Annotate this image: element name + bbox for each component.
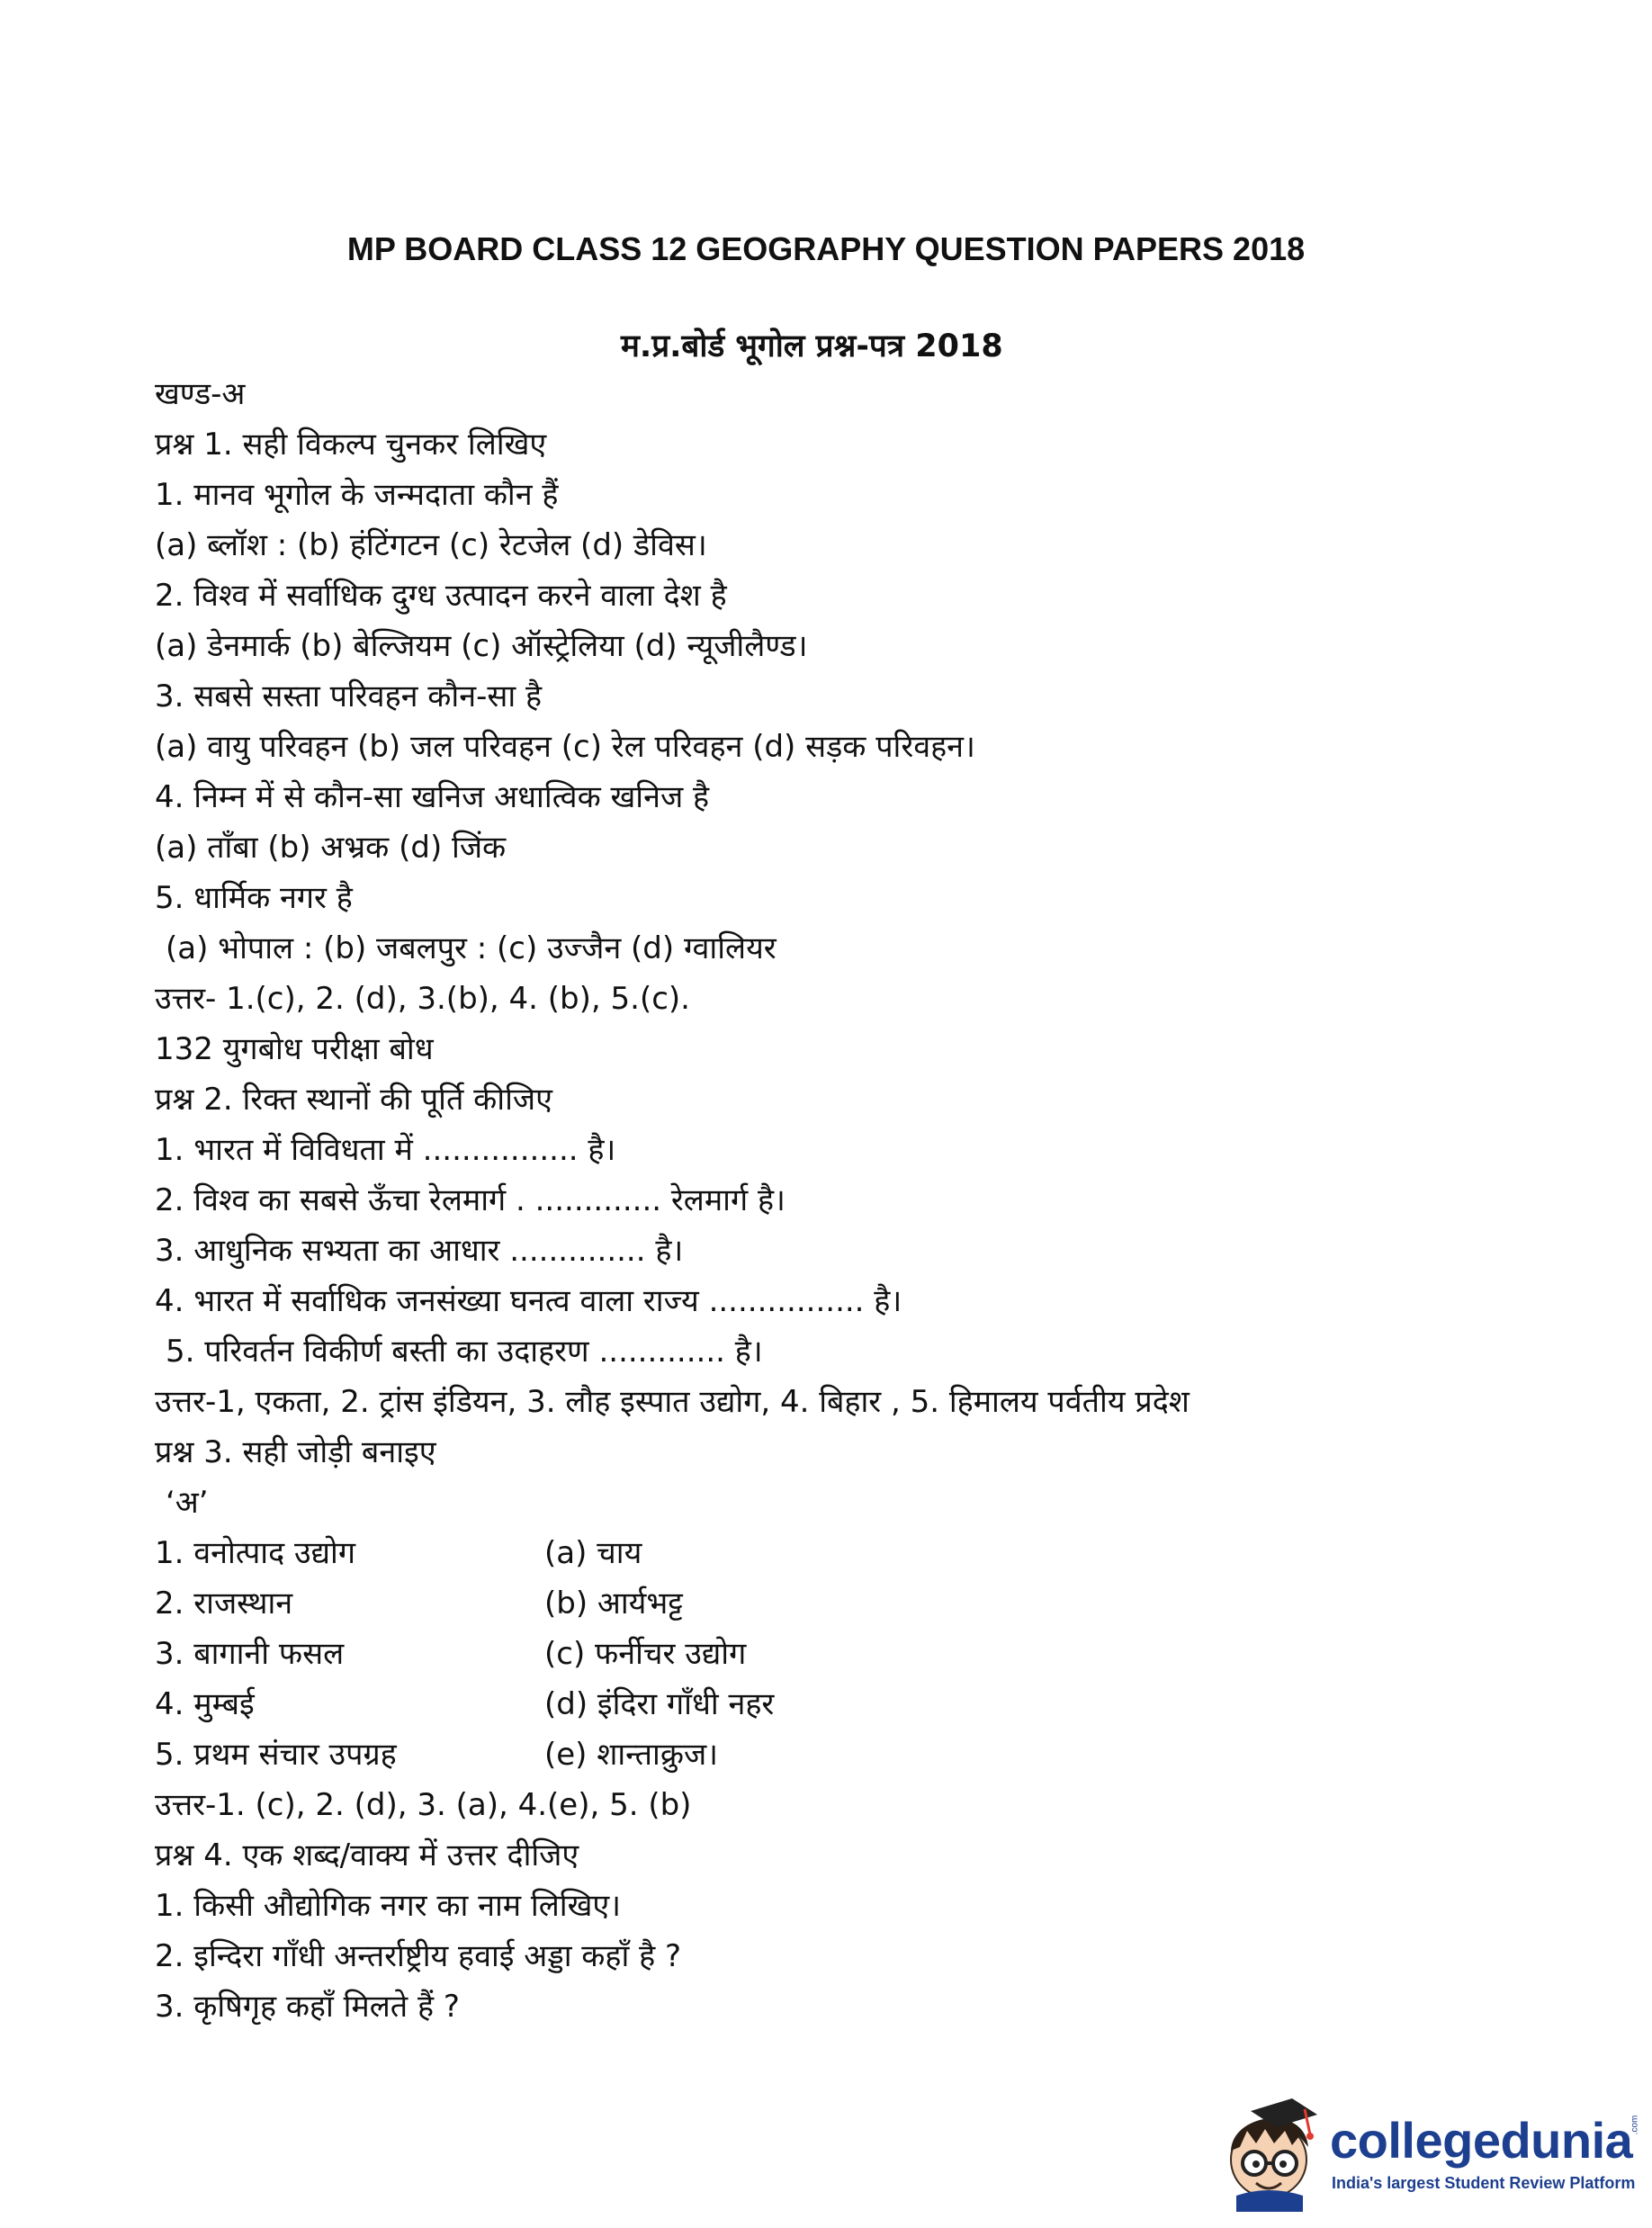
- question-2-item: 1. भारत में विविधता में ................ है।: [155, 1132, 616, 1168]
- section-label: खण्ड-अ: [155, 376, 246, 412]
- question-2-heading: प्रश्न 2. रिक्त स्थानों की पूर्ति कीजिए: [155, 1082, 552, 1118]
- question-1-item: 2. विश्व में सर्वाधिक दुग्ध उत्पादन करने वाला देश है: [155, 578, 727, 614]
- question-1-options: (a) ताँबा (b) अभ्रक (d) जिंक: [155, 830, 507, 866]
- question-1-item: 1. मानव भूगोल के जन्मदाता कौन हैं: [155, 477, 559, 513]
- match-right-item: (d) इंदिरा गाँधी नहर: [544, 1686, 775, 1722]
- logo-wordmark: collegedunia: [1330, 2112, 1633, 2169]
- question-1-options: (a) ब्लॉश : (b) हंटिंगटन (c) रेटजेल (d) डेविस।: [155, 527, 707, 563]
- logo-domain: .com: [1630, 2115, 1640, 2135]
- page-note: 132 युगबोध परीक्षा बोध: [155, 1031, 434, 1067]
- mascot-icon: [1217, 2095, 1324, 2212]
- question-4-item: 1. किसी औद्योगिक नगर का नाम लिखिए।: [155, 1888, 622, 1924]
- match-left-item: 1. वनोत्पाद उद्योग: [155, 1535, 355, 1571]
- match-left-item: 2. राजस्थान: [155, 1586, 293, 1622]
- match-pair-row: [155, 1679, 1504, 1729]
- question-2-item: 5. परिवर्तन विकीर्ण बस्ती का उदाहरण ............. है।: [166, 1334, 763, 1370]
- question-1-item: 4. निम्न में से कौन-सा खनिज अधात्विक खनिज है: [155, 779, 710, 815]
- question-2-item: 4. भारत में सर्वाधिक जनसंख्या घनत्व वाला राज्य ................ है।: [155, 1283, 902, 1319]
- match-pair-row: [155, 1629, 1504, 1679]
- collegedunia-logo[interactable]: [1217, 2095, 1639, 2212]
- question-2-item: 3. आधुनिक सभ्यता का आधार .............. है।: [155, 1233, 684, 1269]
- match-left-item: 4. मुम्बई: [155, 1686, 255, 1722]
- question-3-heading: प्रश्न 3. सही जोड़ी बनाइए: [155, 1434, 436, 1470]
- question-2-answer: उत्तर-1, एकता, 2. ट्रांस इंडियन, 3. लौह इस्पात उद्योग, 4. बिहार , 5. हिमालय पर्वतीय प्रदेश: [155, 1384, 1190, 1420]
- question-1-answer: उत्तर- 1.(c), 2. (d), 3.(b), 4. (b), 5.(c).: [155, 981, 690, 1017]
- match-right-item: (e) शान्ताक्रुज।: [544, 1737, 719, 1773]
- match-left-item: 5. प्रथम संचार उपग्रह: [155, 1737, 397, 1773]
- question-4-heading: प्रश्न 4. एक शब्द/वाक्य में उत्तर दीजिए: [155, 1837, 579, 1873]
- question-4-item: 3. कृषिगृह कहाँ मिलते हैं ?: [155, 1989, 460, 2025]
- match-pair-row: [155, 1578, 1504, 1629]
- match-pair-row: [155, 1528, 1504, 1578]
- match-right-item: (b) आर्यभट्ट: [544, 1586, 683, 1622]
- match-pair-row: [155, 1729, 1504, 1780]
- page-title-english: MP BOARD CLASS 12 GEOGRAPHY QUESTION PAPERS 2018: [346, 230, 1306, 267]
- question-1-options: (a) वायु परिवहन (b) जल परिवहन (c) रेल परिवहन (d) सड़क परिवहन।: [155, 729, 975, 765]
- match-left-item: 3. बागानी फसल: [155, 1636, 345, 1672]
- logo-tagline: India's largest Student Review Platform: [1332, 2174, 1636, 2192]
- match-right-item: (a) चाय: [544, 1535, 642, 1571]
- question-2-item: 2. विश्व का सबसे ऊँचा रेलमार्ग . ............. रेलमार्ग है।: [155, 1182, 786, 1218]
- match-right-item: (c) फर्नीचर उद्योग: [544, 1636, 747, 1672]
- page-title-hindi: म.प्र.बोर्ड भूगोल प्रश्न-पत्र 2018: [621, 328, 1003, 364]
- question-paper-body: [155, 369, 1504, 2032]
- question-3-answer: उत्तर-1. (c), 2. (d), 3. (a), 4.(e), 5. (b): [155, 1787, 692, 1823]
- question-1-options: (a) डेनमार्क (b) बेल्जियम (c) ऑस्ट्रेलिया (d) न्यूजीलैण्ड।: [155, 628, 808, 664]
- question-1-heading: प्रश्न 1. सही विकल्प चुनकर लिखिए: [155, 427, 547, 463]
- question-3-column-label: ‘अ’: [166, 1485, 209, 1521]
- question-1-options: (a) भोपाल : (b) जबलपुर : (c) उज्जैन (d) ग्वालियर: [166, 930, 777, 966]
- question-1-item: 3. सबसे सस्ता परिवहन कौन-सा है: [155, 678, 543, 714]
- question-1-item: 5. धार्मिक नगर है: [155, 880, 353, 916]
- question-4-item: 2. इन्दिरा गाँधी अन्तर्राष्ट्रीय हवाई अड्डा कहाँ है ?: [155, 1938, 681, 1974]
